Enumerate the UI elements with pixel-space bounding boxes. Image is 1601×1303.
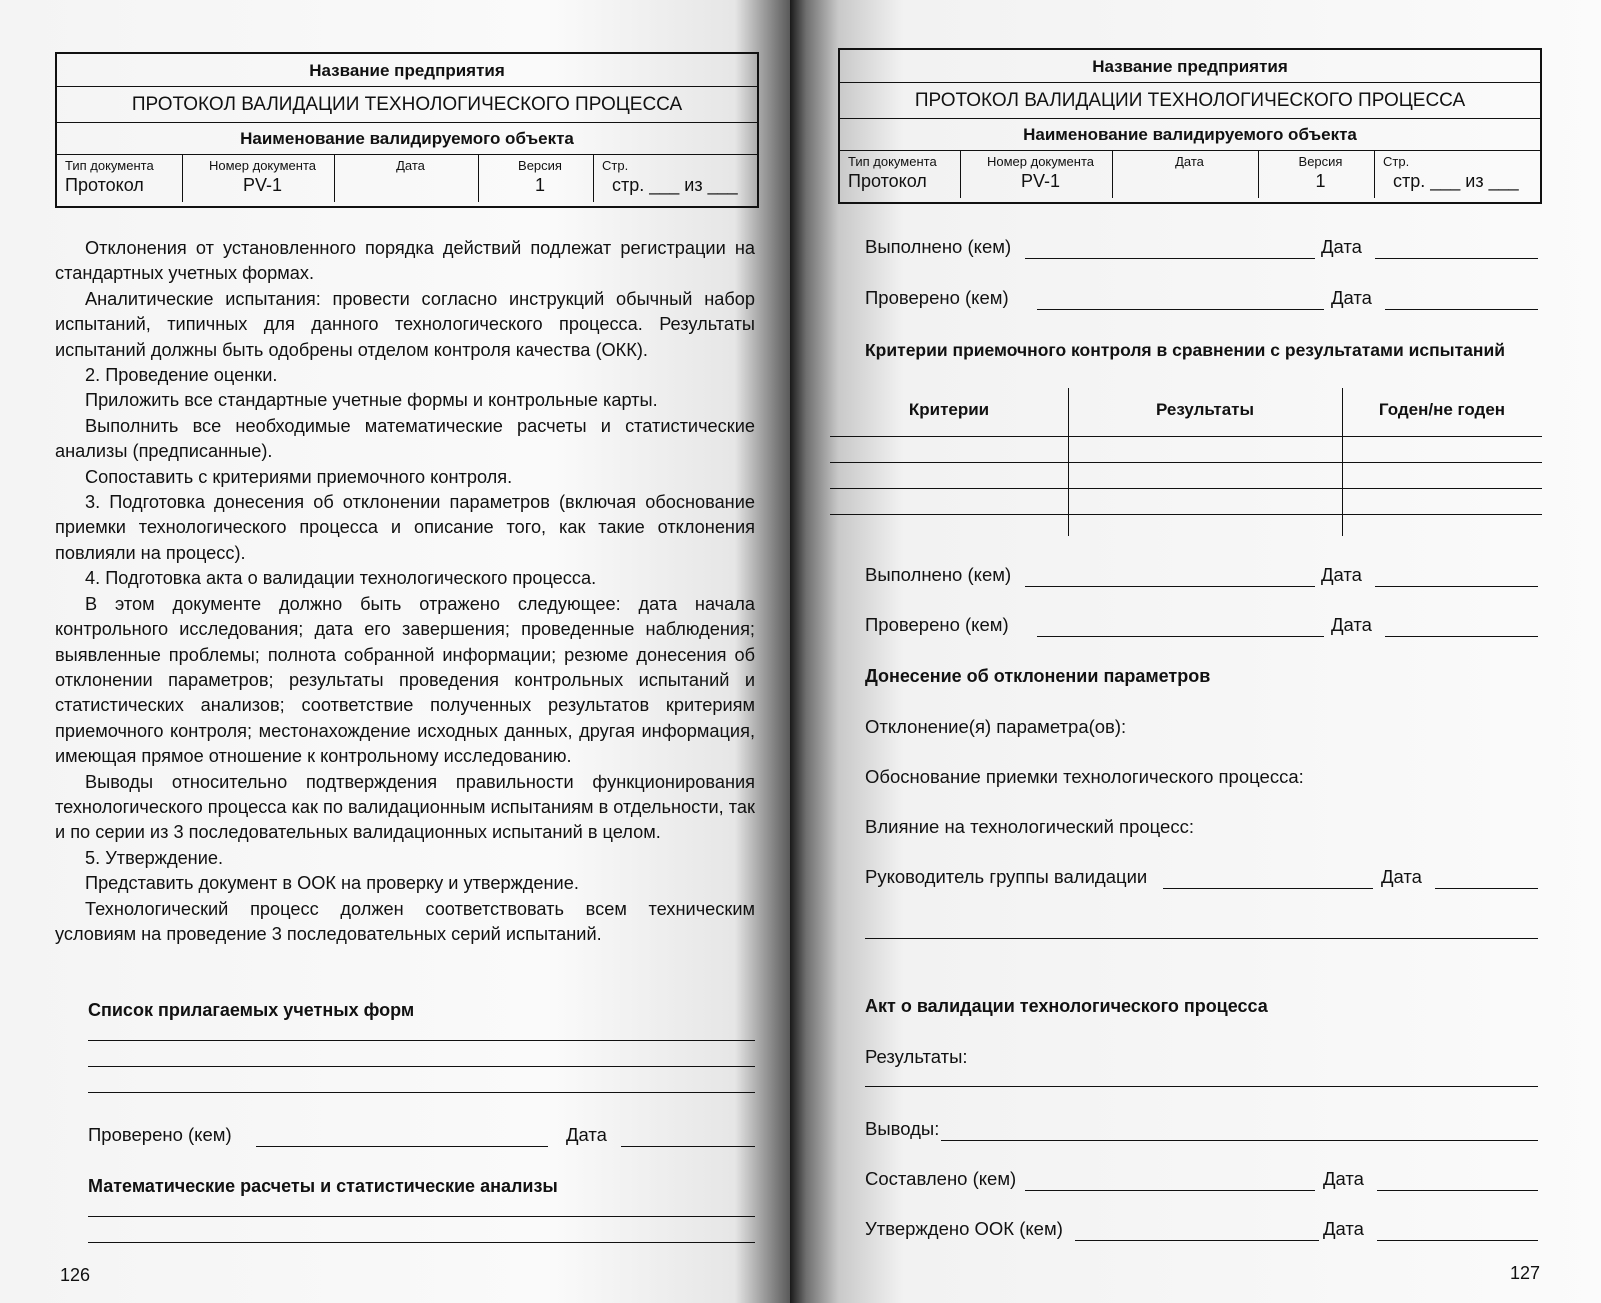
- date-input[interactable]: [1435, 888, 1538, 889]
- doc-type-label: Тип документа: [65, 158, 154, 173]
- date-label: Дата: [1321, 236, 1362, 257]
- doc-type-cell: [840, 151, 961, 198]
- approved-by-label: Утверждено ООК (кем): [865, 1218, 1063, 1239]
- blank-line[interactable]: [88, 1066, 755, 1067]
- page-value: стр. ___ из ___: [1393, 171, 1519, 191]
- impact-label: Влияние на технологический процесс:: [865, 816, 1194, 837]
- table-row-line[interactable]: [830, 514, 1542, 515]
- paragraph: Сопоставить с критериями приемочного контроля.: [85, 466, 513, 487]
- date-input[interactable]: [1377, 1190, 1538, 1191]
- paragraph: Аналитические испытания: провести согласно инструкций обычный набор испытаний, типичных для данного технологического процесса. Результаты испытаний должны быть одобрены отделом контроля качества (ОКК).: [55, 288, 755, 360]
- criteria-title: Критерии приемочного контроля в сравнении с результатами испытаний: [865, 340, 1505, 360]
- doc-number-cell: [183, 155, 335, 202]
- date-input[interactable]: [621, 1146, 755, 1147]
- doc-number-label: Номер документа: [986, 154, 1094, 169]
- page-label: Стр.: [1383, 154, 1410, 169]
- column-header-results: Результаты: [1155, 400, 1254, 419]
- checked-by-field: [88, 1124, 755, 1150]
- checked-by-label: Проверено (кем): [865, 614, 1009, 635]
- date-input[interactable]: [1375, 586, 1538, 587]
- date-label: Дата: [1323, 1218, 1364, 1239]
- date-label: Дата: [1381, 866, 1422, 887]
- paragraph: Выводы относительно подтверждения правильности функционирования технологического процесса как по валидационным испытаниям в отдельности, так и по серии из 3 последовательных валидационных испытаний в целом.: [55, 771, 755, 843]
- done-by-label: Выполнено (кем): [865, 564, 1012, 585]
- done-by-input[interactable]: [1025, 586, 1315, 587]
- doc-type-cell: [57, 155, 183, 202]
- date-label: Дата: [1323, 1168, 1364, 1189]
- column-header-criteria: Критерии: [908, 400, 990, 419]
- checked-by-input[interactable]: [256, 1146, 548, 1147]
- document-header-table: [55, 52, 759, 208]
- justification-label: Обоснование приемки технологического процесса:: [865, 766, 1304, 787]
- paragraph: 4. Подготовка акта о валидации технологического процесса.: [85, 568, 597, 589]
- blank-line[interactable]: [88, 1092, 755, 1093]
- blank-line[interactable]: [865, 938, 1538, 939]
- deviation-title: Донесение об отклонении параметров: [865, 666, 1211, 686]
- version-value: 1: [534, 175, 545, 195]
- checked-by-input[interactable]: [1037, 309, 1324, 310]
- criteria-table: [830, 388, 1542, 536]
- doc-number-value: PV-1: [1020, 171, 1061, 191]
- paragraph: Отклонения от установленного порядка действий подлежат регистрации на стандартных учетных формах.: [55, 238, 755, 284]
- paragraph: В этом документе должно быть отражено следующее: дата начала контрольного исследования; дата его завершения; проведенные наблюдения; выявленные проблемы; полнота собранной информации; резюме донесения об отклонении параметров; результаты проведения контрольных испытаний и статистических анализов; соответствие полученных результатов критериям приемочного контроля; местонахождение исходных данных, другая информация, имеющая прямое отношение к контрольному исследованию.: [55, 593, 755, 767]
- page-cell: [594, 155, 757, 202]
- version-label: Версия: [1298, 154, 1343, 169]
- done-by-field: [865, 236, 1538, 262]
- conclusions-label: Выводы:: [865, 1118, 940, 1139]
- checked-by-label: Проверено (кем): [88, 1124, 232, 1145]
- document-header-table: [838, 48, 1542, 204]
- done-by-field: [865, 564, 1538, 590]
- company-name: Название предприятия: [840, 50, 1540, 83]
- doc-type-label: Тип документа: [848, 154, 937, 169]
- column-header-pass-fail: Годен/не годен: [1378, 400, 1506, 419]
- protocol-title: ПРОТОКОЛ ВАЛИДАЦИИ ТЕХНОЛОГИЧЕСКОГО ПРОЦЕССА: [840, 83, 1540, 119]
- header-meta-row: [840, 151, 1540, 198]
- date-label: Дата: [1175, 154, 1204, 169]
- date-cell: [335, 155, 479, 202]
- date-label: Дата: [1321, 564, 1362, 585]
- approved-by-field: [865, 1218, 1538, 1244]
- blank-line[interactable]: [88, 1040, 755, 1041]
- date-label: Дата: [566, 1124, 607, 1145]
- page-cell: [1375, 151, 1540, 198]
- done-by-label: Выполнено (кем): [865, 236, 1012, 257]
- paragraph: Технологический процесс должен соответствовать всем техническим условиям на проведение 3 последовательных серий испытаний.: [55, 898, 755, 944]
- group-head-input[interactable]: [1163, 888, 1373, 889]
- header-meta-row: [57, 155, 757, 202]
- date-label: Дата: [1331, 614, 1372, 635]
- forms-list-title: Список прилагаемых учетных форм: [88, 1000, 415, 1020]
- paragraph: Представить документ в ООК на проверку и утверждение.: [85, 873, 579, 894]
- group-head-field: [865, 866, 1538, 892]
- doc-type-value: Протокол: [65, 175, 144, 195]
- results-label: Результаты:: [865, 1046, 968, 1067]
- protocol-title: ПРОТОКОЛ ВАЛИДАЦИИ ТЕХНОЛОГИЧЕСКОГО ПРОЦЕССА: [57, 87, 757, 123]
- group-head-label: Руководитель группы валидации: [865, 866, 1148, 887]
- page-label: Стр.: [602, 158, 629, 173]
- date-input[interactable]: [1385, 309, 1538, 310]
- paragraph: Выполнить все необходимые математические расчеты и статистические анализы (предписанные).: [55, 415, 755, 462]
- page-number: 126: [60, 1265, 91, 1285]
- done-by-input[interactable]: [1025, 258, 1315, 259]
- table-row-line[interactable]: [830, 488, 1542, 489]
- procedure-text: [55, 236, 755, 947]
- date-cell: [1113, 151, 1259, 198]
- checked-by-field: [865, 614, 1538, 640]
- table-row-line: [830, 436, 1542, 437]
- checked-by-field: [865, 287, 1538, 313]
- deviation-label: Отклонение(я) параметра(ов):: [865, 716, 1127, 737]
- doc-number-value: PV-1: [242, 175, 283, 195]
- date-input[interactable]: [1377, 1240, 1538, 1241]
- object-name: Наименование валидируемого объекта: [840, 119, 1540, 151]
- paragraph: 3. Подготовка донесения об отклонении параметров (включая обоснование приемки технологического процесса и описание того, как такие отклонения повлияли на процесс).: [55, 492, 755, 563]
- company-name: Название предприятия: [57, 54, 757, 87]
- doc-type-value: Протокол: [848, 171, 927, 191]
- version-label: Версия: [518, 158, 562, 173]
- conclusions-input[interactable]: [941, 1140, 1538, 1141]
- page-value: стр. ___ из ___: [612, 175, 738, 195]
- math-title: Математические расчеты и статистические анализы: [88, 1176, 558, 1196]
- page-number: 127: [1510, 1263, 1541, 1283]
- doc-number-cell: [961, 151, 1113, 198]
- compiled-by-label: Составлено (кем): [865, 1168, 1017, 1189]
- compiled-by-field: [865, 1168, 1538, 1194]
- checked-by-input[interactable]: [1037, 636, 1324, 637]
- paragraph: 5. Утверждение.: [85, 847, 224, 868]
- version-cell: [1259, 151, 1375, 198]
- date-label: Дата: [396, 158, 425, 173]
- compiled-by-input[interactable]: [1025, 1190, 1315, 1191]
- date-input[interactable]: [1385, 636, 1538, 637]
- blank-line[interactable]: [88, 1216, 755, 1217]
- conclusions-field: [865, 1118, 1538, 1144]
- paragraph: Приложить все стандартные учетные формы и контрольные карты.: [85, 390, 658, 411]
- paragraph: 2. Проведение оценки.: [85, 365, 278, 386]
- table-row-line[interactable]: [830, 462, 1542, 463]
- version-cell: [479, 155, 594, 202]
- left-page: [0, 0, 790, 1303]
- blank-line[interactable]: [88, 1242, 755, 1243]
- act-title: Акт о валидации технологического процесса: [865, 996, 1268, 1016]
- date-input[interactable]: [1375, 258, 1538, 259]
- approved-by-input[interactable]: [1075, 1240, 1319, 1241]
- date-label: Дата: [1331, 287, 1372, 308]
- right-page: [790, 0, 1601, 1303]
- checked-by-label: Проверено (кем): [865, 287, 1009, 308]
- doc-number-label: Номер документа: [208, 158, 316, 173]
- results-input[interactable]: [865, 1086, 1538, 1087]
- version-value: 1: [1315, 171, 1326, 191]
- object-name: Наименование валидируемого объекта: [57, 123, 757, 155]
